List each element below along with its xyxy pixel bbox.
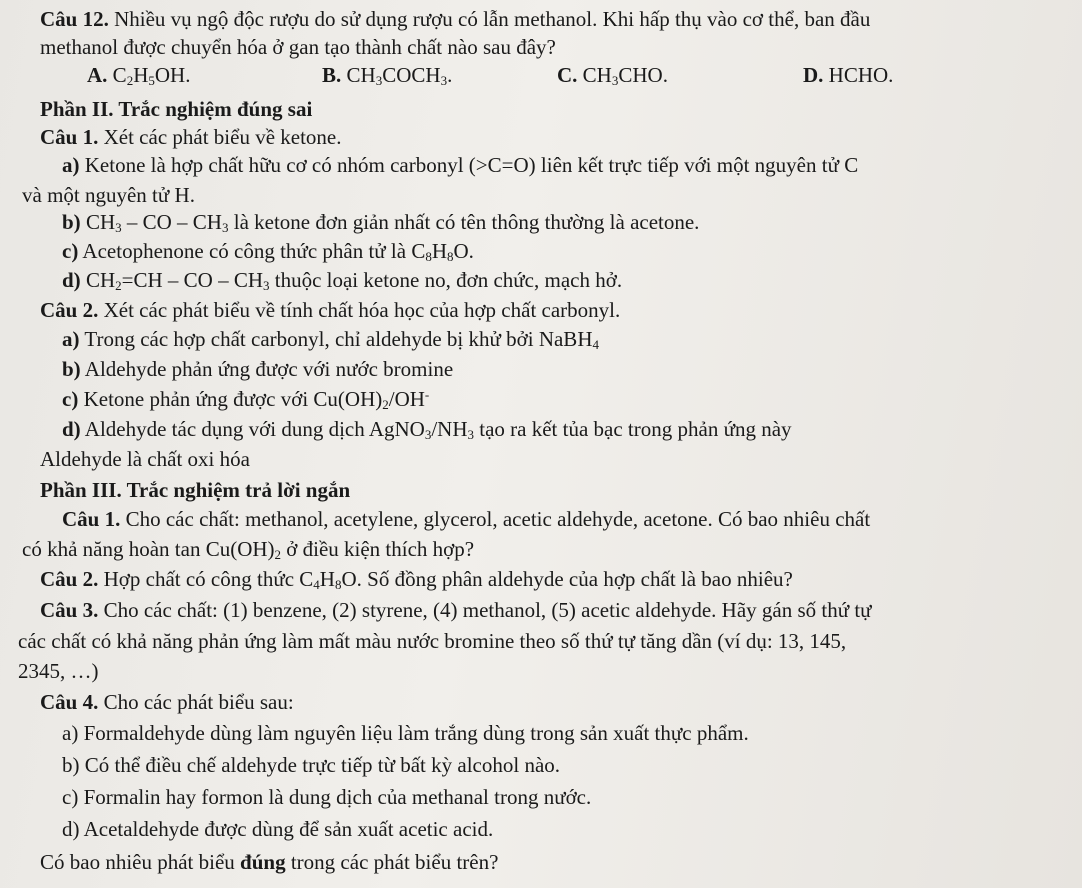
part3-q1 [62,506,870,532]
part3-q4-d: d) Acetaldehyde được dùng để sản xuất acetic acid. [62,817,494,841]
q12-line-2 [40,34,556,60]
part2-q2-a: a) Trong các hợp chất carbonyl, chỉ aldehyde bị khử bởi NaBH$_4$ [62,327,599,352]
part2-q1-a: a) Ketone là hợp chất hữu cơ có nhóm carbonyl (>C=O) liên kết trực tiếp với một nguyên tử C [62,153,859,177]
q12-option-a [87,62,190,88]
part3-q4-label: Câu 4. [40,690,99,714]
option-d-label: D. [803,63,824,87]
part2-q1-a-cont: và một nguyên tử H. [22,183,195,207]
option-a-text: $C_2H_5OH$. [112,63,191,88]
q12-text-1: Nhiều vụ ngộ độc rượu do sử dụng rượu có lẫn methanol. Khi hấp thụ vào cơ thể, ban đầu [114,7,871,31]
part2-q2-c: c) Ketone phản ứng được với $Cu(OH)_2/OH^-$ [62,387,430,412]
part2-title: Phần II. Trắc nghiệm đúng sai [40,97,313,121]
option-d-text: HCHO. [828,63,894,87]
part3-q1-cont: có khả năng hoàn $\tan Cu(OH)_2$ ở điều kiện thích hợp? [22,537,475,562]
part2-q2-b: b) Aldehyde phản ứng được với nước bromine [62,357,454,381]
part2-q2-label: Câu 2. [40,298,99,322]
part3-q4 [40,689,294,715]
part3-q4-a: a) Formaldehyde dùng làm nguyên liệu làm trắng dùng trong sản xuất thực phẩm. [62,721,749,745]
part2-q1 [40,124,342,150]
part3-q3 [40,597,872,623]
part2-q1-c-text: Acetophenone có công thức phân tử là $C_8H_8O$. [82,239,474,264]
part2-q1-c: c) Acetophenone có công thức phân tử là $C_8H_8O$. [62,239,474,264]
part2-q2 [40,297,620,323]
q12-label: Câu 12. [40,7,109,31]
part2-q2-text: Xét các phát biểu về tính chất hóa học của hợp chất carbonyl. [103,298,621,322]
part3-q4-final: Có bao nhiêu phát biểu đúng trong các phát biểu trên? [40,850,499,874]
part2-q1-d-text: $CH_2=CH$ – CO – $CH_3$ thuộc loại ketone no, đơn chức, mạch hở. [85,268,623,293]
part2-q1-text: Xét các phát biểu về ketone. [103,125,342,149]
part2-q2-d: d) Aldehyde tác dụng với dung dịch $AgNO_3/NH_3$ tạo ra kết tủa bạc trong phản ứng này [62,417,792,442]
part3-q3-label: Câu 3. [40,598,99,622]
part3-q4-text: Cho các phát biểu sau: [103,690,294,714]
q12-option-b [322,62,452,88]
option-b-text: $CH_3COCH_3$. [346,63,453,88]
part3-q2: Câu 2. Hợp chất có công thức $C_4H_8O$. Số đồng phân aldehyde của hợp chất là bao nhiêu? [40,567,793,592]
option-b-label: B. [322,63,342,87]
part3-q2-label: Câu 2. [40,567,99,591]
part3-q3-line-3: 2345, …) [18,659,99,683]
q12-line-1 [40,6,870,32]
part2-q1-d: d) $CH_2=CH$ – CO – $CH_3$ thuộc loại ketone no, đơn chức, mạch hở. [62,268,623,293]
part3-q3-text-1: Cho các chất: (1) benzene, (2) styrene, (4) methanol, (5) acetic aldehyde. Hãy gán số thứ tự [103,598,872,622]
part2-q1-b: b) $CH_3$ – CO – $CH_3$ là ketone đơn giản nhất có tên thông thường là acetone. [62,210,700,235]
q12-option-c [557,62,668,88]
part2-q1-b-text: $CH_3$ – CO – $CH_3$ là ketone đơn giản nhất có tên thông thường là acetone. [85,210,700,235]
option-c-label: C. [557,63,578,87]
part3-q3-line-2: các chất có khả năng phản ứng làm mất màu nước bromine theo số thứ tự tăng dần (ví dụ: 13, 145, [18,629,847,653]
q12-text-2: methanol được chuyển hóa ở gan tạo thành chất nào sau đây? [40,35,556,59]
q12-option-d [803,62,893,88]
part3-title: Phần III. Trắc nghiệm trả lời ngắn [40,478,351,502]
part3-q4-b: b) Có thể điều chế aldehyde trực tiếp từ bất kỳ alcohol nào. [62,753,561,777]
part3-q1-text-1: Cho các chất: methanol, acetylene, glycerol, acetic aldehyde, acetone. Có bao nhiêu chất [125,507,871,531]
option-a-label: A. [87,63,108,87]
part2-q2-d-cont: Aldehyde là chất oxi hóa [40,447,250,471]
part3-q1-label: Câu 1. [62,507,121,531]
part3-q4-c: c) Formalin hay formon là dung dịch của methanal trong nước. [62,785,592,809]
part2-q1-label: Câu 1. [40,125,99,149]
option-c-text: $CH_3CHO$. [582,63,668,88]
